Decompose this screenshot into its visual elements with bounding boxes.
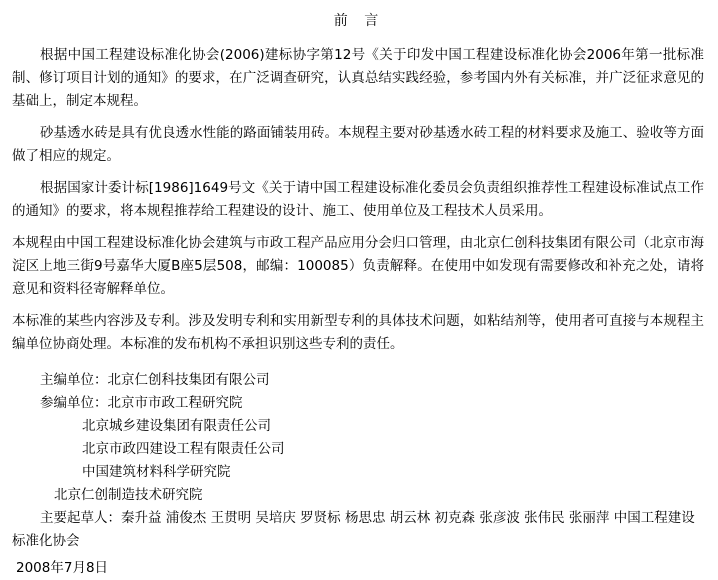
document-date: 2008年7月8日 — [16, 560, 109, 576]
authors-line — [10, 507, 708, 553]
participating-unit-label: 参编单位： — [40, 395, 108, 411]
paragraph-2: 砂基透水砖是具有优良透水性能的路面铺装用砖。本规程主要对砂基透水砖工程的材料要求及施工、验收等方面做了相应的规定。 — [12, 125, 704, 164]
chief-editor-unit-line — [10, 369, 708, 392]
paragraph-4: 本规程由中国工程建设标准化协会建筑与市政工程产品应用分会归口管理，由北京仁创科技集团有限公司（北京市海淀区上地三街9号嘉华大厦B座5层508，邮编：100085）负责解释。在使用中如发现有需要修改和补充之处，请将意见和资料径寄解释单位。 — [12, 235, 704, 297]
participating-unit-item: 北京城乡建设集团有限责任公司 — [82, 418, 271, 434]
participating-unit-line — [10, 392, 708, 415]
participating-unit-item: 中国建筑材料科学研究院 — [82, 464, 231, 480]
participating-unit-item: 北京市政四建设工程有限责任公司 — [82, 441, 285, 457]
paragraph-5: 本标准的某些内容涉及专利。涉及发明专利和实用新型专利的具体技术问题，如粘结剂等，使用者可直接与本规程主编单位协商处理。本标准的发布机构不承担识别这些专利的责任。 — [12, 313, 704, 352]
chief-editor-unit-label: 主编单位： — [40, 372, 108, 388]
authors-label: 主要起草人： — [40, 510, 121, 526]
chief-editor-unit-value: 北京仁创科技集团有限公司 — [107, 372, 270, 388]
paragraph-1: 根据中国工程建设标准化协会(2006)建标协字第12号《关于印发中国工程建设标准化协会2006年第一批标准制、修订项目计划的通知》的要求，在广泛调查研究，认真总结实践经验，参考国内外有关标准，并广泛征求意见的基础上，制定本规程。 — [12, 47, 704, 109]
participating-unit-value: 北京市市政工程研究院 — [107, 395, 243, 411]
authors-names: 秦升益 浦俊杰 王贯明 吴培庆 罗贤标 杨思忠 胡云林 初克森 张彦波 张伟民 张丽萍 中国工程建设标准化协会 — [12, 510, 695, 549]
participating-unit-item: 北京仁创制造技术研究院 — [54, 487, 203, 503]
paragraph-3: 根据国家计委计标[1986]1649号文《关于请中国工程建设标准化委员会负责组织推荐性工程建设标准试点工作的通知》的要求，将本规程推荐给工程建设的设计、施工、使用单位及工程技术人员采用。 — [12, 180, 704, 219]
page-title: 前 言 — [333, 13, 385, 29]
